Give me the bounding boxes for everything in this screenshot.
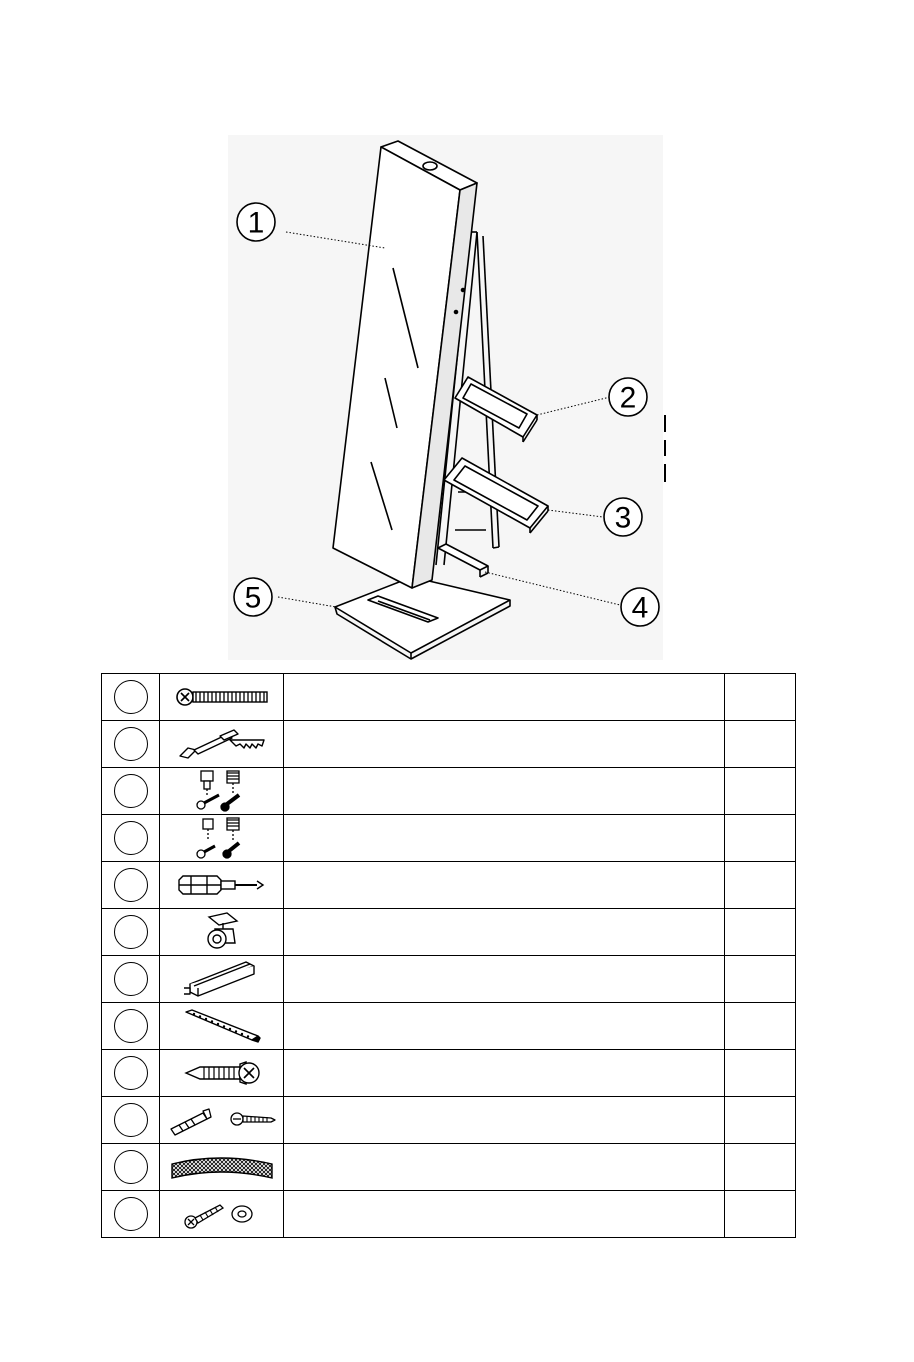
screw-washer-icon [182,1197,262,1231]
table-row [102,956,796,1003]
wood-screw-icon [182,1058,262,1088]
part-number-cell [102,674,160,721]
part-quantity-cell [725,1050,796,1097]
table-row [102,1191,796,1238]
part-number-cell [102,956,160,1003]
part-icon-cell [160,674,284,721]
part-number-cell [102,1097,160,1144]
part-quantity-cell [725,721,796,768]
caster-wheel-icon [197,911,247,953]
part-quantity-cell [725,815,796,862]
cam-bolt-set-small-icon [187,816,257,860]
part-number-circle [114,680,148,714]
part-number-cell [102,815,160,862]
part-description-cell [284,674,725,721]
part-description-cell [284,909,725,956]
part-number-circle [114,821,148,855]
part-description-cell [284,1003,725,1050]
key-pair-icon [174,726,270,762]
part-number-cell [102,1191,160,1238]
part-description-cell [284,1050,725,1097]
part-quantity-cell [725,862,796,909]
part-number-circle [114,1103,148,1137]
part-icon-cell [160,768,284,815]
part-description-cell [284,956,725,1003]
wall-anchor-screw-icon [167,1103,277,1137]
part-quantity-cell [725,1003,796,1050]
part-number-circle [114,1009,148,1043]
part-description-cell [284,1097,725,1144]
part-number-cell [102,1144,160,1191]
cam-bolt-set-large-icon [187,769,257,813]
part-number-cell [102,1003,160,1050]
hex-screwdriver-icon [177,868,267,902]
long-bolt-icon [172,682,272,712]
textured-strip-icon [170,1150,274,1184]
part-quantity-cell [725,674,796,721]
part-quantity-cell [725,956,796,1003]
callout-1-label: 1 [247,206,265,240]
part-icon-cell [160,1050,284,1097]
table-row [102,815,796,862]
part-description-cell [284,815,725,862]
part-description-cell [284,862,725,909]
part-number-circle [114,915,148,949]
table-row [102,1144,796,1191]
part-icon-cell [160,1144,284,1191]
part-number-cell [102,909,160,956]
callout-5-label: 5 [244,581,262,615]
part-icon-cell [160,1097,284,1144]
part-icon-cell [160,1003,284,1050]
part-number-cell [102,721,160,768]
table-row [102,862,796,909]
part-icon-cell [160,1191,284,1238]
table-row [102,674,796,721]
part-quantity-cell [725,909,796,956]
part-icon-cell [160,862,284,909]
part-quantity-cell [725,768,796,815]
part-icon-cell [160,956,284,1003]
part-number-circle [114,962,148,996]
part-quantity-cell [725,1097,796,1144]
part-description-cell [284,1191,725,1238]
part-number-cell [102,768,160,815]
callout-3-label: 3 [614,501,632,535]
part-icon-cell [160,909,284,956]
part-description-cell [284,1144,725,1191]
part-number-circle [114,1197,148,1231]
table-row [102,1003,796,1050]
table-row [102,1050,796,1097]
hinge-strip-icon [182,1006,262,1046]
part-number-circle [114,1150,148,1184]
part-description-cell [284,721,725,768]
part-number-circle [114,774,148,808]
callout-2-label: 2 [619,381,637,415]
part-number-circle [114,727,148,761]
part-number-cell [102,1050,160,1097]
part-number-cell [102,862,160,909]
rail-track-icon [182,958,262,1000]
part-quantity-cell [725,1191,796,1238]
part-icon-cell [160,721,284,768]
part-quantity-cell [725,1144,796,1191]
table-row [102,909,796,956]
table-row [102,768,796,815]
part-number-circle [114,1056,148,1090]
part-icon-cell [160,815,284,862]
part-number-circle [114,868,148,902]
assembly-diagram [0,0,914,665]
hardware-parts-table [101,673,796,1238]
part-description-cell [284,768,725,815]
table-row [102,1097,796,1144]
callout-4-label: 4 [631,591,649,625]
table-row [102,721,796,768]
